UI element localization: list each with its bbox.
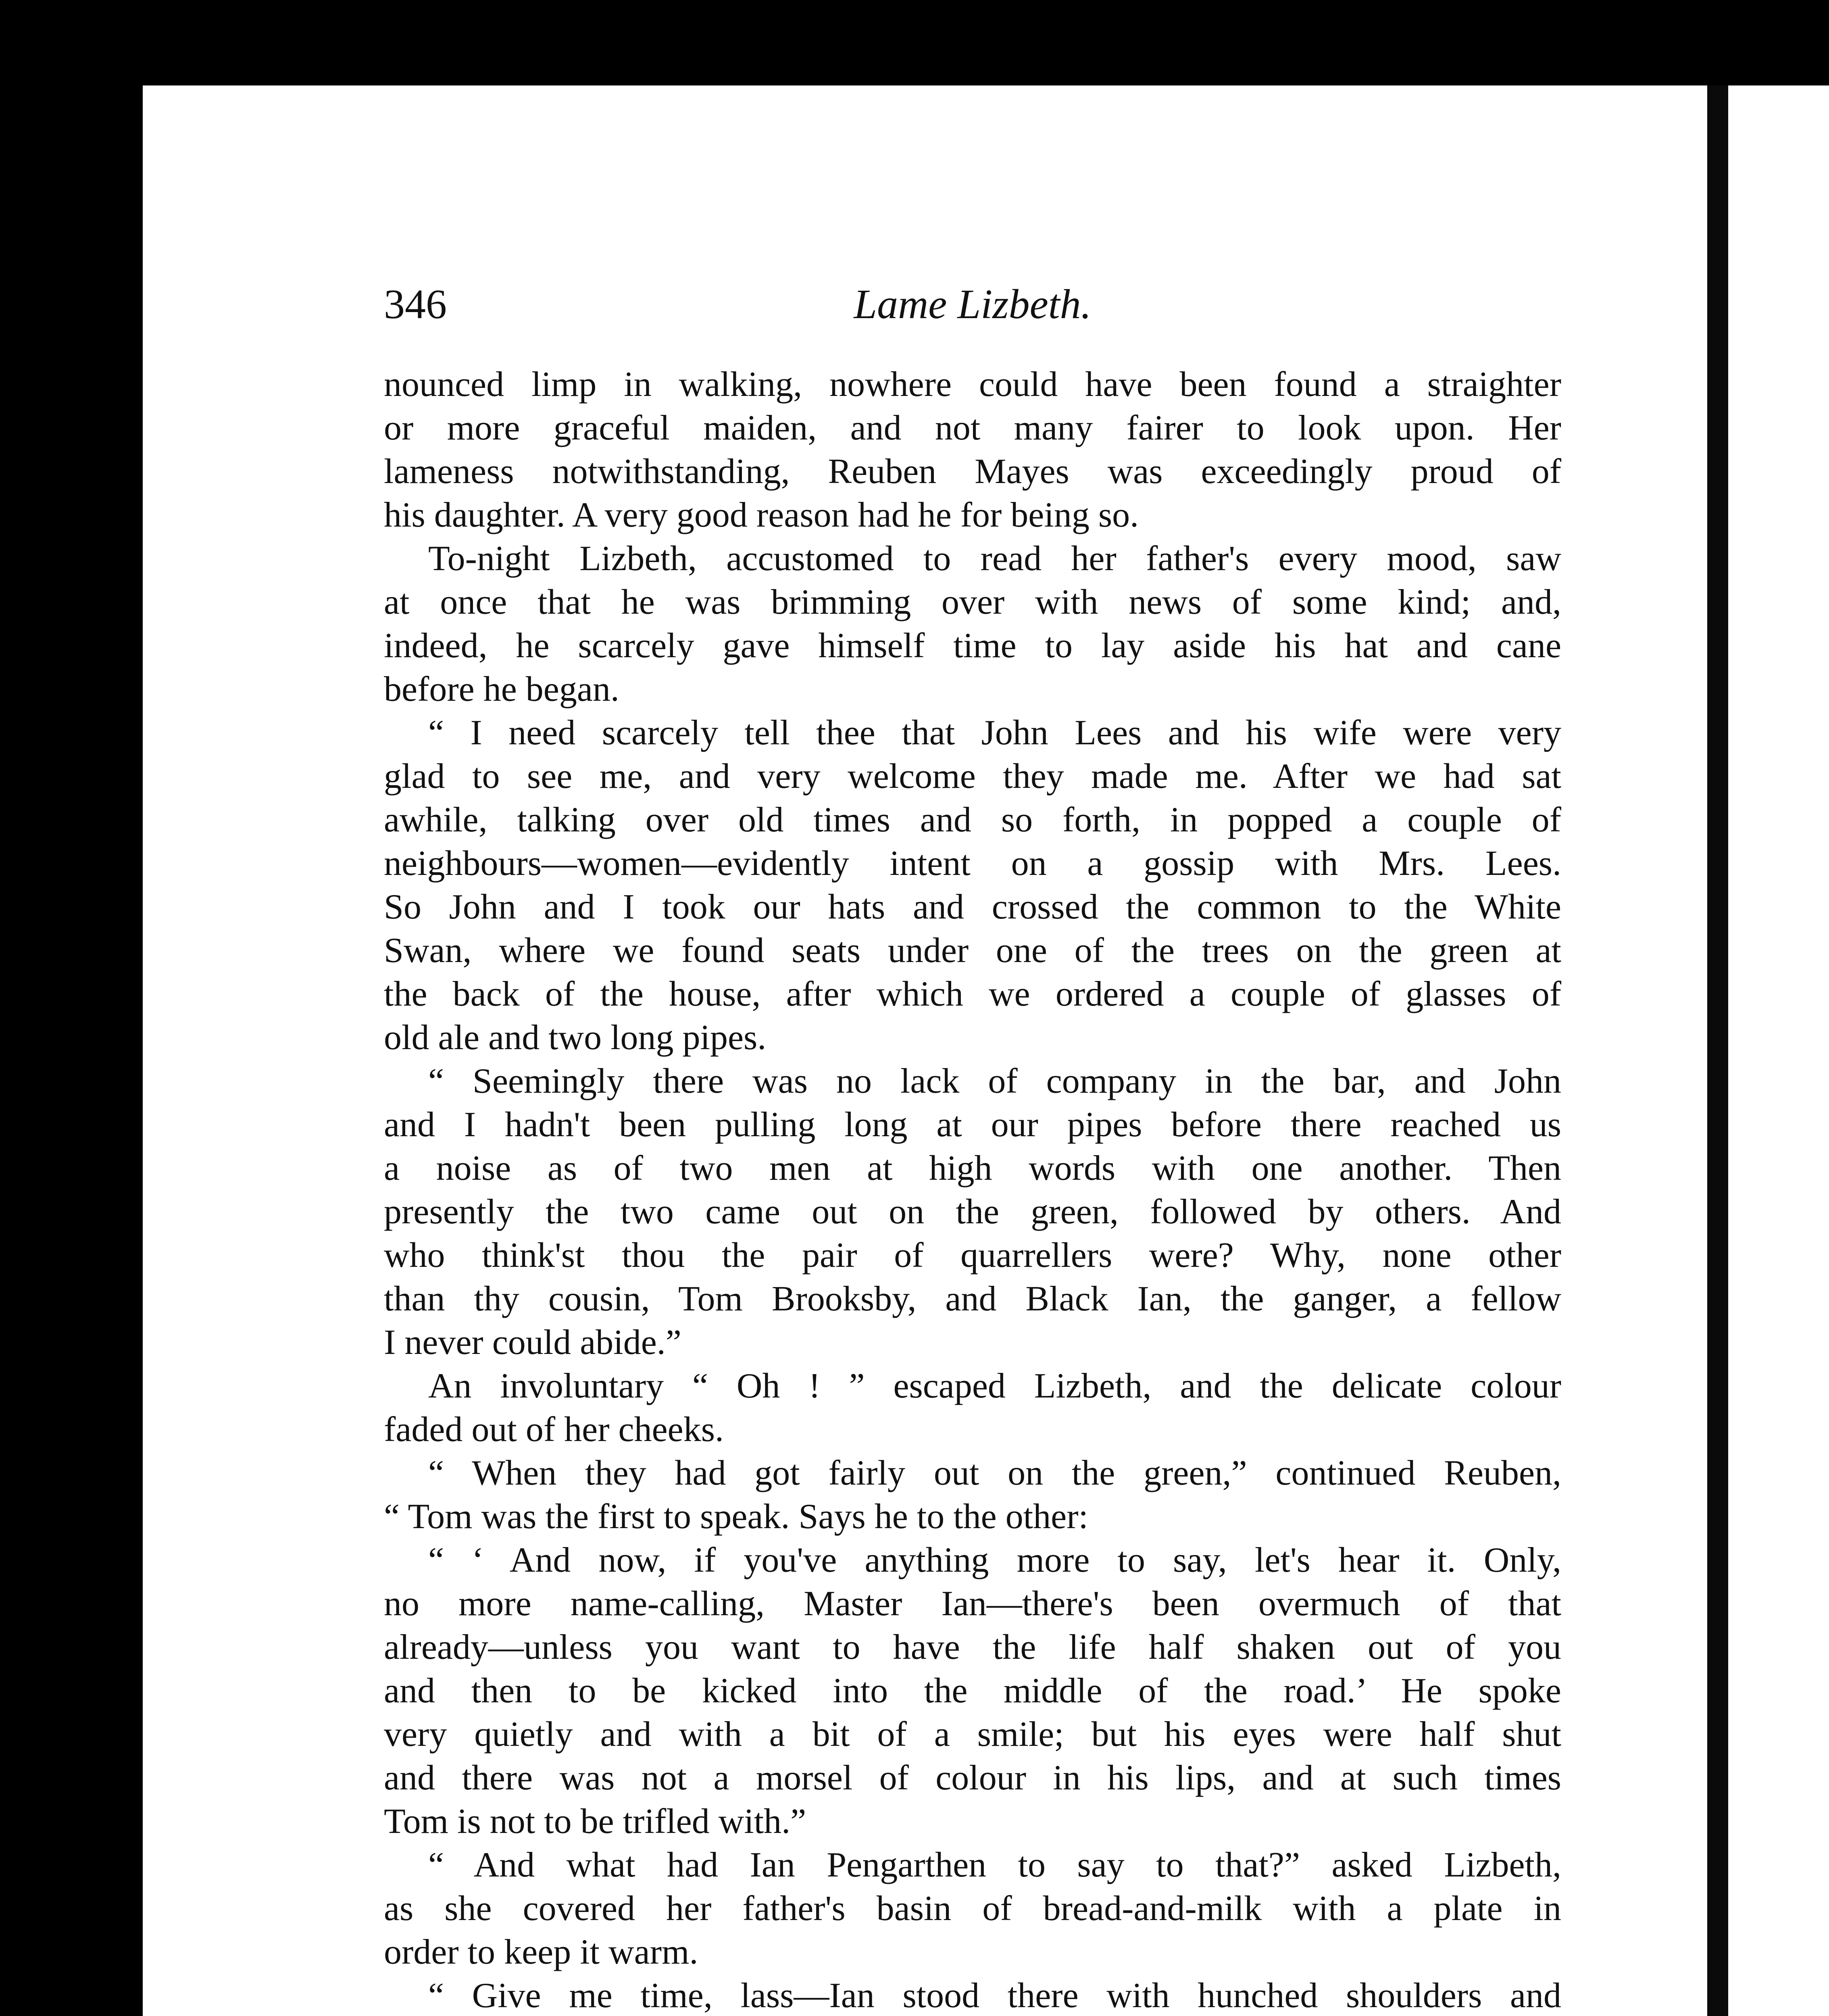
text-line: before he began. — [384, 670, 619, 709]
text-line: presently the two came out on the green, followed by others. And — [384, 1192, 1561, 1231]
text-line: and I hadn't been pulling long at our pipes before there reached us — [384, 1105, 1561, 1144]
text-line: glad to see me, and very welcome they made me. After we had sat — [384, 757, 1561, 796]
text-line: indeed, he scarcely gave himself time to lay aside his hat and cane — [384, 626, 1561, 665]
page-header — [384, 266, 1561, 343]
text-line: than thy cousin, Tom Brooksby, and Black Ian, the ganger, a fellow — [384, 1279, 1561, 1318]
text-line: “ Give me time, lass—Ian stood there with hunched shoulders and — [428, 1976, 1561, 2015]
text-line: faded out of her cheeks. — [384, 1410, 724, 1449]
text-line: awhile, talking over old times and so forth, in popped a couple of — [384, 800, 1561, 839]
text-line: “ And what had Ian Pengarthen to say to that?” asked Lizbeth, — [428, 1845, 1561, 1885]
text-line: already—unless you want to have the life half shaken out of you — [384, 1628, 1561, 1667]
running-title: Lame Lizbeth. — [854, 281, 1092, 327]
text-line: “ I need scarcely tell thee that John Lees and his wife were very — [428, 713, 1561, 752]
text-line: who think'st thou the pair of quarrellers were? Why, none other — [384, 1236, 1561, 1275]
text-line: old ale and two long pipes. — [384, 1018, 767, 1057]
body-text — [384, 363, 1561, 2016]
text-line: very quietly and with a bit of a smile; but his eyes were half shut — [384, 1715, 1561, 1754]
text-line: Tom is not to be trifled with.” — [384, 1802, 806, 1841]
text-line: the back of the house, after which we ordered a couple of glasses of — [384, 975, 1561, 1014]
page-gutter-shadow — [1707, 85, 1728, 2016]
text-line: So John and I took our hats and crossed the common to the White — [384, 887, 1561, 927]
text-line: his daughter. A very good reason had he for being so. — [384, 496, 1139, 535]
text-line: “ Seemingly there was no lack of company in the bar, and John — [428, 1062, 1561, 1101]
text-line: “ ‘ And now, if you've anything more to say, let's hear it. Only, — [428, 1541, 1561, 1580]
text-line: Swan, where we found seats under one of the trees on the green at — [384, 931, 1561, 970]
text-line: and there was not a morsel of colour in his lips, and at such times — [384, 1758, 1561, 1797]
page-number: 346 — [384, 281, 447, 327]
text-line: I never could abide.” — [384, 1323, 681, 1362]
text-line: and then to be kicked into the middle of the road.’ He spoke — [384, 1671, 1561, 1710]
text-line: or more graceful maiden, and not many fairer to look upon. Her — [384, 408, 1561, 448]
text-line: nounced limp in walking, nowhere could have been found a straighter — [384, 365, 1561, 404]
text-line: at once that he was brimming over with news of some kind; and, — [384, 583, 1561, 622]
text-line: To-night Lizbeth, accustomed to read her father's every mood, saw — [428, 539, 1561, 578]
text-line: a noise as of two men at high words with one another. Then — [384, 1149, 1561, 1188]
text-line: neighbours—women—evidently intent on a gossip with Mrs. Lees. — [384, 844, 1561, 883]
text-line: “ Tom was the first to speak. Says he to the other: — [384, 1497, 1088, 1536]
text-line: order to keep it warm. — [384, 1933, 698, 1972]
text-line: An involuntary “ Oh ! ” escaped Lizbeth, and the delicate colour — [428, 1366, 1561, 1406]
text-line: lameness notwithstanding, Reuben Mayes was exceedingly proud of — [384, 452, 1561, 491]
text-line: as she covered her father's basin of bread-and-milk with a plate in — [384, 1889, 1561, 1928]
text-line: “ When they had got fairly out on the green,” continued Reuben, — [428, 1454, 1561, 1493]
text-line: no more name-calling, Master Ian—there's been overmuch of that — [384, 1584, 1561, 1623]
adjacent-page-edge — [1728, 85, 1829, 2016]
